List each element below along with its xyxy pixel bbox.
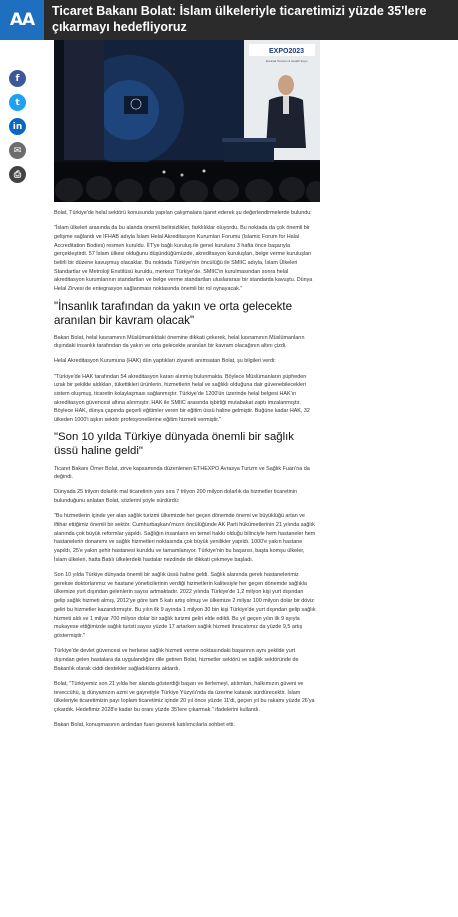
subheading: "İnsanlık tarafından da yakın ve orta gelecekte aranılan bir kavram olacak" — [54, 300, 293, 327]
paragraph: Bolat, Türkiye'de helal sektörü konusunda yapılan çalışmalara işaret ederek şu değerlendirmelerde bulundu: — [54, 210, 312, 216]
facebook-icon[interactable]: f — [9, 70, 26, 87]
subheading: "Son 10 yılda Türkiye dünyada önemli bir sağlık üssü haline geldi" — [54, 431, 295, 457]
paragraph: "Türkiye'de HAK tarafından 54 akreditasyon kararı alınmış bulunmakta. Böylece Müslümanların şüpheden uzak bir şekilde aldıkları, tükettikleri ürünlerin, hizmetlerin helal ve sağlıklı olduğuna dair güvenebilecekleri sistem oluşmuş, ticaretin kolaylaşması sağlanmıştır. Türkiye'de 1200'ün üzerinde helal belgesi HAK'ın akreditasyon güvencesi altına alınmıştır. HAK ile SMIIC arasında işbirliği mutabakat zaptı imzalanmıştır. Böylece HAK, dünya çapında geçerli eğitimler veren bir eğitim üssü haline gelmiştir. Buğüne kadar HAK, 32 ülkeden 1000'i aşkın sektör profesyonellerine eğitim hizmeti vermiştir." — [54, 373, 310, 424]
paragraph: Son 10 yılda Türkiye dünyada önemli bir sağlık üssü haline geldi. Sağlık alanında gerek hastanelerimiz gerekse doktorlarımız ve hastane yöneticilerinin verdiği hizmetlerin kalitesiyle her geçen dönemde sağlıkla ülkemize yurt dışından gelenlerin sayısı artmaktadır. 2022 yılında Türkiye'de 1,2 milyon kişi yurt dışından gelip sağlık hizmeti almış, 2012'ye göre tam 5 katı artış olmuş ve ülkemize 2 milyar 100 milyon dolar bir döviz geliri bu hizmetler kazandırmıştır. Bu yılın ilk 9 ayında 1 milyon 30 bin kişi Türkiye'de yurt dışından gelip sağlık hizmeti aldı ve 1 milyar 700 milyon dolar bir sağlık turizmi geliri elde edildi. Bu yıl geçen yılın ilk 9 ayıyla mukayese ettiğimizde sağlık turisti sayısı yüzde 17 artarken sağlık hizmeti ihracatımız da yüzde 9,5 artış göstermiştir." — [54, 572, 316, 639]
paragraph: Bakan Bolat, konuşmasının ardından fuarı gezerek katılımcılarla sohbet etti. — [54, 722, 235, 729]
paragraph: Bolat, "Türkiyemiz son 21 yılda her alanda gösterdiği başarı ve ilerlemeyi, atılımları, halkımızın güveni ve teveccühü, iş dünyamızın azmi ve gayretiyle Türkiye Yüzyılı'nda da üzerine katarak sürdürecektir. İslam ülkeleriyle ticaretimizin payı toplam ticaretimiz içinde 20 yıl önce yüzde 11'di, geçen yıl bu rakamı yüzde 26'ya çıkardık. Hedefimiz 2028'e kadar bu oranı yüzde 35'lere çıkarmak." ifadelerini kullandı. — [54, 680, 315, 713]
paragraph: Türkiye'de devlet güvencesi ve herkese sağlık hizmeti verme noktasındaki başarının aynı şekilde yurt dışından gelen hastalara da uygulandığını dile getiren Bolat, hizmetler sektörü ve sağlık sektöründe de Bakanlık olarak ciddi destekler sağladıklarını aktardı. — [54, 648, 299, 672]
linkedin-icon[interactable]: in — [9, 118, 26, 135]
expo-banner-text: EXPO2023 — [269, 48, 305, 55]
print-icon[interactable]: ⎙ — [9, 166, 26, 183]
article-headline: Ticaret Bakanı Bolat: İslam ülkeleriyle ticaretimizi yüzde 35'lere çıkarmayı hedefliyoruz — [52, 4, 427, 34]
paragraph: "İslam ülkeleri arasında da bu alanda önemli belirsizlikler, farklılıklar oluyordu. Bu noktada da çok önemli bir gelişme sağlandı ve IFHAB adıyla İslam Helal Akreditasyon Kurumları Forumu (Islamic Forum for Halal Accreditation Bodies) resmen kuruldu. İİT'ye bağlı kuruluş ile genel kurulunu 3 hafta önce başarıyla gerçekleştirdi. 57 İslam ülkesi olduğunu düşündüğümüzde, akreditasyon kuruluşları, belge verme kuruluşları belirli bir düzene kavuşmuş olacaklar. Bu noktada Türkiye'nin öncülüğü ile SMIIC adıyla, İslam Ülkeleri Standartlar ve Metroloji Enstitüsü kuruldu, merkezi Türkiye'de. SMIIC'in kurulmasından sonra helal akreditasyon kurumlarının standartları ve belge verme standartları uluslararası bir standarda kavuştu. Dünya Helal Zirvesi de entegrasyon sağlanması noktasında önemli bir rol oynayacak." — [54, 225, 313, 293]
share-bar — [9, 70, 27, 183]
paragraph: Dünyada 25 trilyon dolarlık mal ticaretinin yanı sıra 7 trilyon 200 milyon dolarlık da hizmetler ticaretinin bulunduğunu anlatan Bolat, sözlerini şöyle sürdürdü: — [54, 489, 297, 505]
paragraph: Bakan Bolat, helal kavramının Müslümanlıktaki önemine dikkati çekerek, helal kavramının Müslümanların dışındaki insanlık tarafından da yakın ve orta gelecekte aranılan bir kavram olacağının altını çizdi. — [54, 334, 305, 350]
site-header — [0, 0, 458, 40]
paragraph: Helal Akreditasyon Kurumuna (HAK) dün yaptıkları ziyareti anımsatan Bolat, şu bilgileri verdi: — [54, 358, 276, 365]
article-photo — [54, 40, 320, 202]
speaker-photo — [54, 40, 320, 202]
aa-logo-text: AA — [9, 10, 35, 30]
expo-banner-sub: Eurasia Tourism & Health Expo — [266, 59, 308, 63]
paragraph: Ticaret Bakanı Ömer Bolat, zirve kapsamında düzenlenen ETHEXPO Avrasya Turizm ve Sağlık Fuarı'na da değindi. — [54, 465, 310, 481]
paragraph: "Bu hizmetlerin içinde yer alan sağlık turizmi ülkemizde her geçen dönemde önemi ve büyüklüğü artan ve iftihar ettiğimiz önemli bir sektör. Cumhurbaşkanı'mızın öncülüğünde AK Parti hükümetlerinin 21 yılında sağlık alanında çok büyük reformlar yapıldı. Sağlığın insanların en temel hakkı olduğu bilinciyle hem hastaneler hem hastanelerin donanımı ve sağlık hizmetleri noktasında çok büyük yenilikler yapıldı. 1000'e yakın hastane yapıldı, 25'e yakın şehir hastanesi kuruldu ve tamamlanıyor. Türkiye'nin bu başarısı, başta komşu ülkeler, İslam ülkeleri, hatta Batılı ülkelerdeki hastalar nezdinde de dikkati çekmeye başladı. — [54, 513, 316, 563]
aa-logo[interactable] — [0, 0, 44, 40]
twitter-icon[interactable]: t — [9, 94, 26, 111]
article-body — [54, 209, 316, 736]
email-icon[interactable]: ✉ — [9, 142, 26, 159]
